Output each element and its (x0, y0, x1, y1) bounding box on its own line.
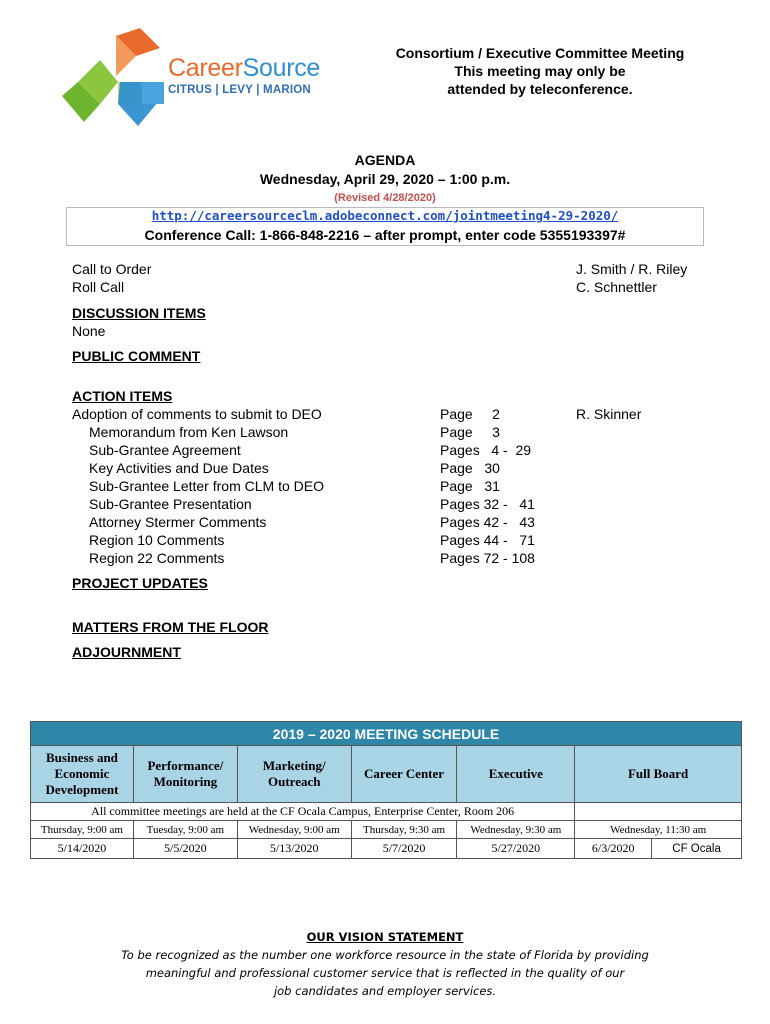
schedule-time: Wednesday, 11:30 am (575, 821, 742, 839)
schedule-time: Wednesday, 9:30 am (457, 821, 575, 839)
header-line-2: This meeting may only be (454, 63, 626, 79)
logo-subtitle: CITRUS | LEVY | MARION (168, 84, 311, 96)
action-item-label: Sub-Grantee Letter from CLM to DEO (89, 478, 324, 494)
action-item-pages: Pages 72 - 108 (440, 550, 535, 566)
matters-heading: MATTERS FROM THE FLOOR (72, 619, 269, 635)
presenter-roll-call: C. Schnettler (576, 279, 657, 295)
action-item-label: Sub-Grantee Presentation (89, 496, 252, 512)
column-header: Executive (457, 746, 575, 803)
schedule-time: Thursday, 9:00 am (31, 821, 134, 839)
schedule-time: Wednesday, 9:00 am (237, 821, 351, 839)
action-item-pages: Page 31 (440, 478, 500, 494)
action-item-pages: Pages 42 - 43 (440, 514, 535, 530)
schedule-date: 5/27/2020 (457, 839, 575, 859)
schedule-date: 5/14/2020 (31, 839, 134, 859)
full-board-location: CF Ocala (652, 839, 742, 859)
discussion-heading: DISCUSSION ITEMS (72, 305, 206, 321)
public-comment-heading: PUBLIC COMMENT (72, 348, 201, 364)
header-line-1: Consortium / Executive Committee Meeting (395, 45, 685, 61)
action-item-label: Key Activities and Due Dates (89, 460, 269, 476)
column-header: Performance/ Monitoring (133, 746, 237, 803)
action-item-pages: Page 30 (440, 460, 500, 476)
agenda-heading (0, 151, 770, 189)
schedule-date: 6/3/2020 (575, 839, 652, 859)
vision-title: OUR VISION STATEMENT (306, 930, 464, 944)
schedule-title: 2019 – 2020 MEETING SCHEDULE (31, 722, 742, 746)
action-item-pages: Page 2 (440, 406, 500, 422)
schedule-note-blank (575, 803, 742, 821)
action-heading: ACTION ITEMS (72, 388, 173, 404)
agenda-title: AGENDA (354, 152, 416, 168)
schedule-date: 5/5/2020 (133, 839, 237, 859)
action-item-label: Attorney Stermer Comments (89, 514, 267, 530)
schedule-time: Tuesday, 9:00 am (133, 821, 237, 839)
presenter-call-to-order: J. Smith / R. Riley (576, 261, 688, 277)
column-header: Business and Economic Development (31, 746, 134, 803)
adjournment-heading: ADJOURNMENT (72, 644, 181, 660)
conference-call: Conference Call: 1-866-848-2216 – after prompt, enter code 5355193397# (144, 227, 626, 243)
action-item-pages: Page 3 (440, 424, 500, 440)
action-presenter: R. Skinner (576, 406, 642, 422)
vision-line-3: job candidates and employer services. (273, 984, 497, 998)
agenda-date: Wednesday, April 29, 2020 – 1:00 p.m. (259, 171, 511, 187)
meeting-link[interactable]: http://careersourceclm.adobeconnect.com/jointmeeting4-29-2020/ (151, 208, 619, 223)
vision-line-1: To be recognized as the number one workforce resource in the state of Florida by providing (121, 948, 649, 962)
action-item-pages: Pages 4 - 29 (440, 442, 532, 458)
revised-note: (Revised 4/28/2020) (334, 192, 436, 204)
column-header: Full Board (575, 746, 742, 803)
discussion-body: None (72, 323, 106, 339)
action-item-pages: Pages 44 - 71 (440, 532, 535, 548)
schedule-note: All committee meetings are held at the CF Ocala Campus, Enterprise Center, Room 206 (31, 803, 575, 821)
schedule-date: 5/13/2020 (237, 839, 351, 859)
vision-statement (0, 928, 770, 1000)
vision-line-2: meaningful and professional customer service that is reflected in the quality of our (145, 966, 625, 980)
action-item-label: Memorandum from Ken Lawson (89, 424, 289, 440)
logo-mark-icon (62, 28, 164, 126)
meeting-schedule-table (30, 721, 742, 859)
action-item-label: Region 22 Comments (89, 550, 225, 566)
agenda-item-roll-call: Roll Call (72, 279, 125, 295)
action-item-pages: Pages 32 - 41 (440, 496, 535, 512)
action-item-label: Region 10 Comments (89, 532, 225, 548)
logo-text (168, 54, 320, 96)
project-updates-heading: PROJECT UPDATES (72, 575, 208, 591)
column-header: Marketing/ Outreach (237, 746, 351, 803)
schedule-date: 5/7/2020 (351, 839, 457, 859)
column-header: Career Center (351, 746, 457, 803)
agenda-item-call-to-order: Call to Order (72, 261, 152, 277)
action-item-label: Adoption of comments to submit to DEO (72, 406, 322, 422)
schedule-time: Thursday, 9:30 am (351, 821, 457, 839)
logo-brand: CareerSource (168, 54, 321, 82)
header-line-3: attended by teleconference. (447, 81, 633, 97)
meeting-header (340, 44, 740, 98)
action-item-label: Sub-Grantee Agreement (89, 442, 241, 458)
